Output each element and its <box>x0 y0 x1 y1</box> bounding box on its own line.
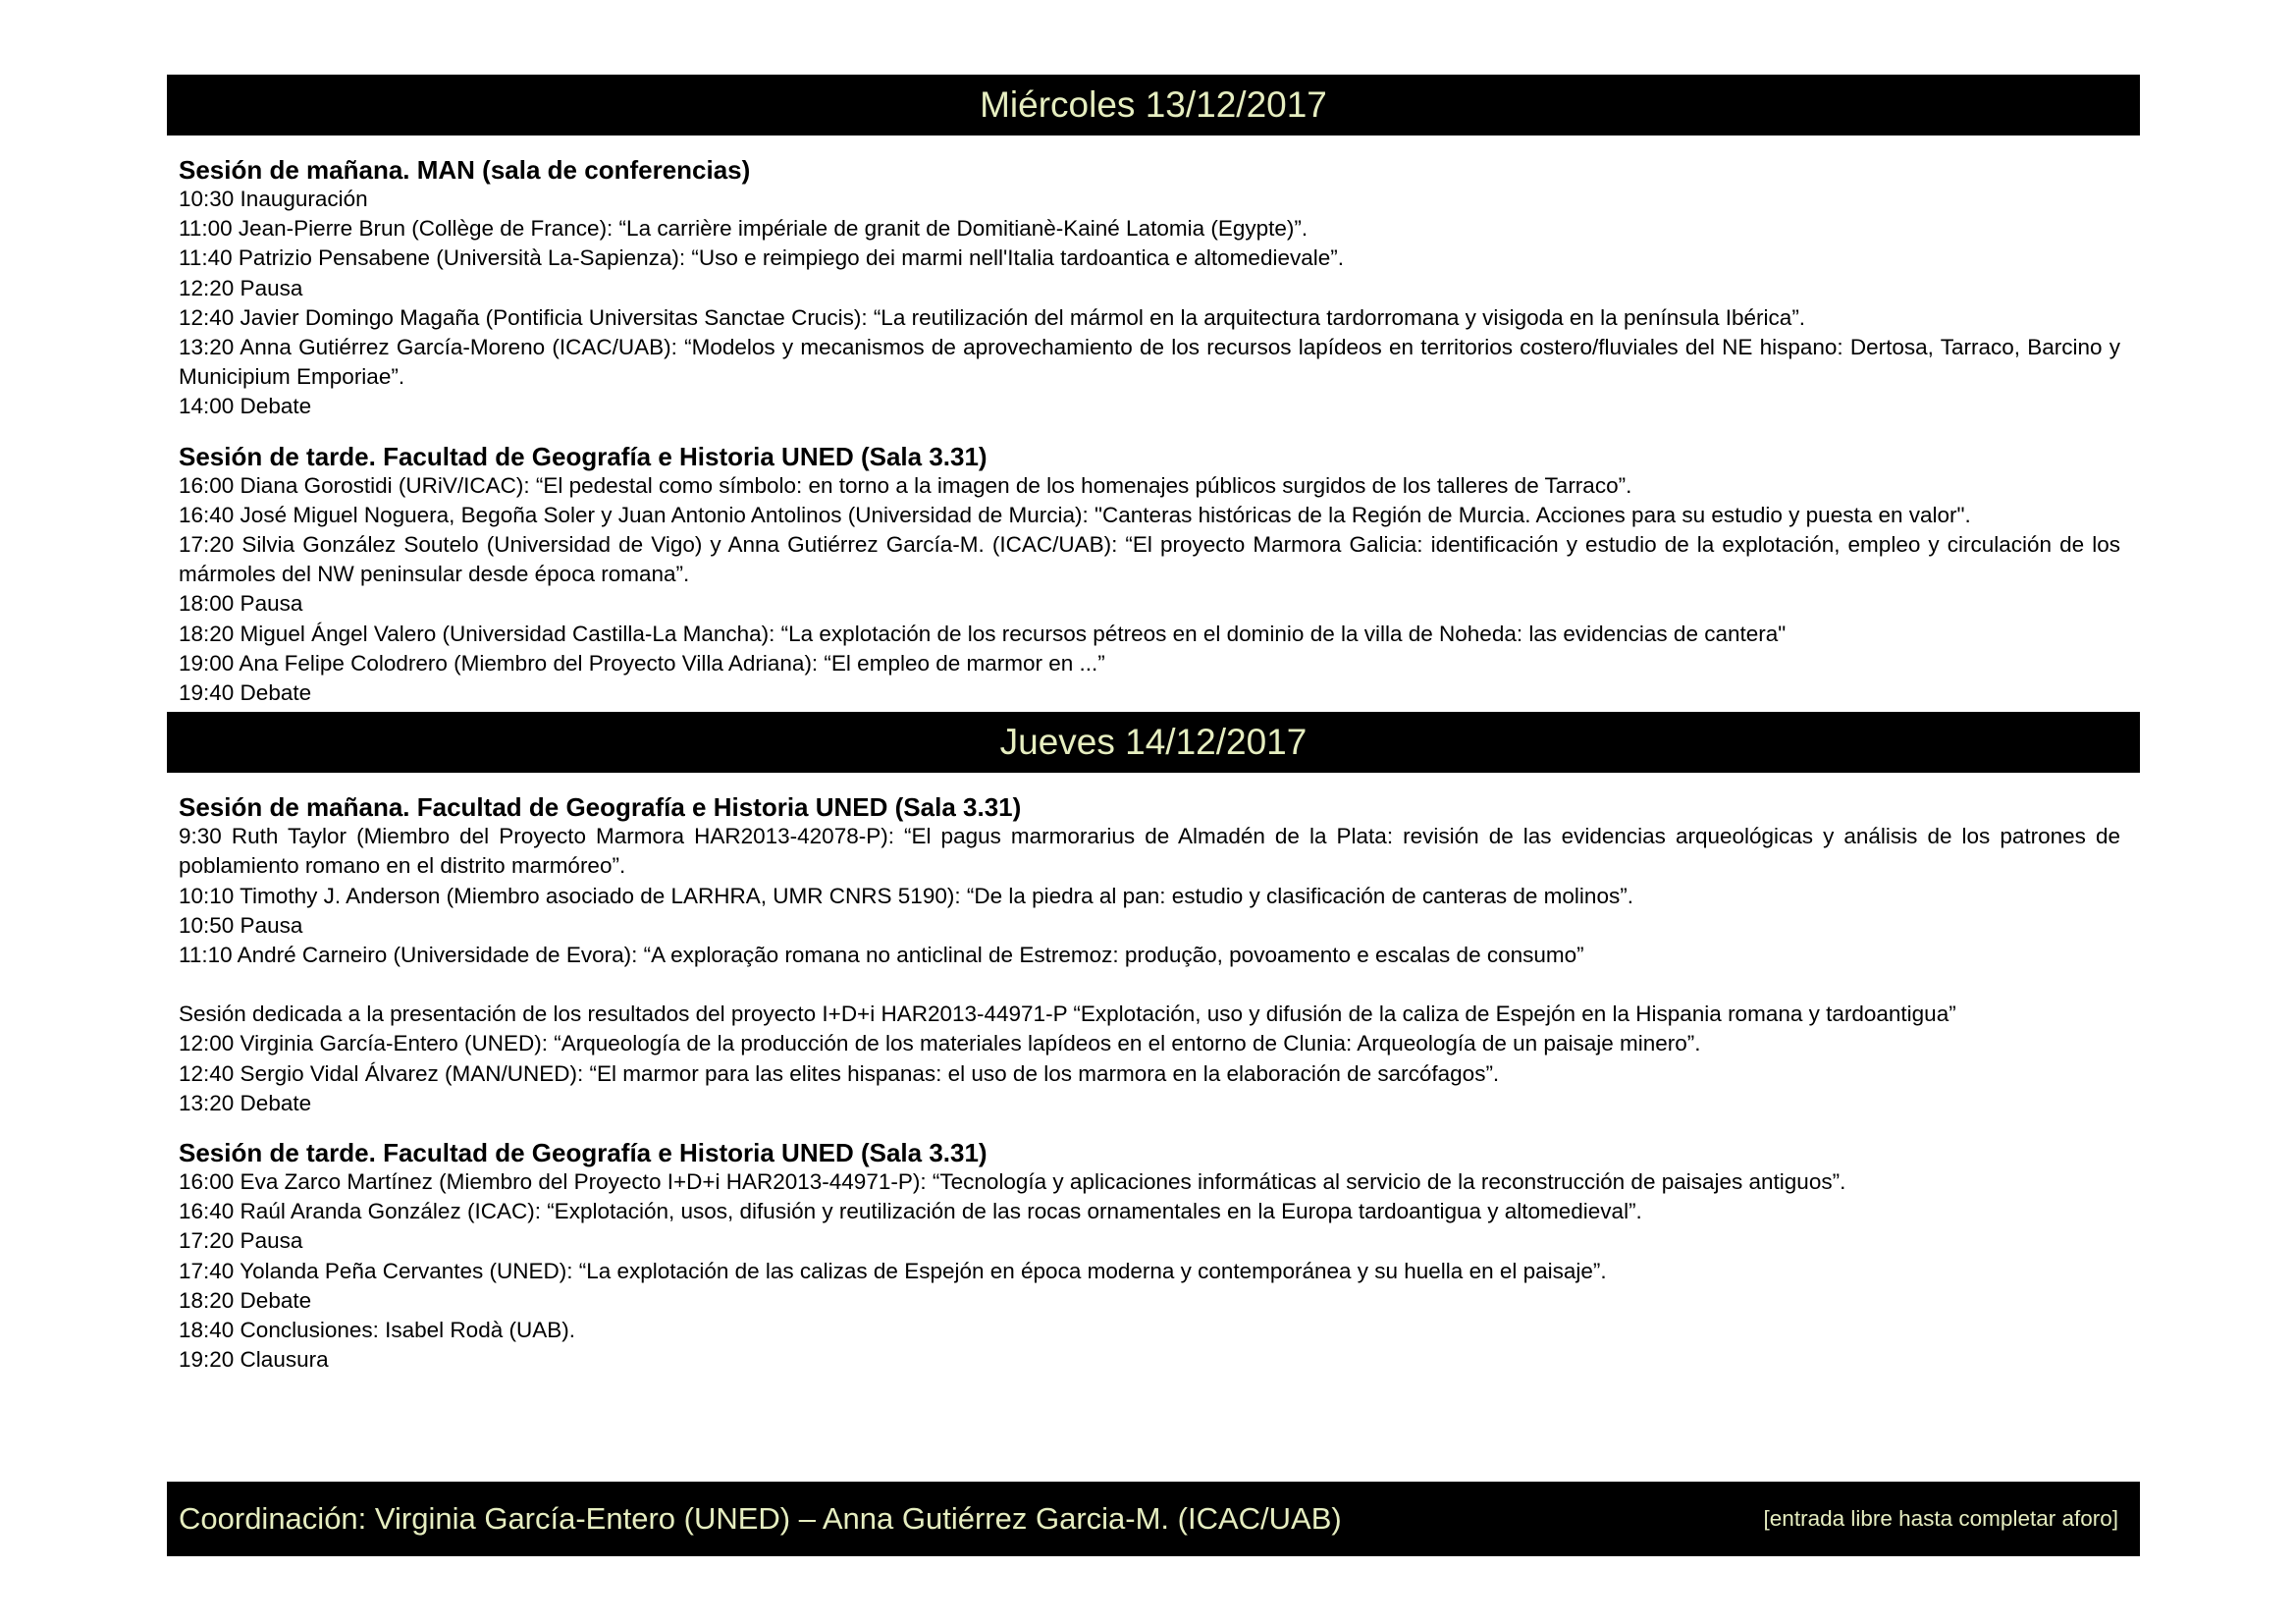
program-item: 10:50 Pausa <box>179 912 303 938</box>
day-header: Miércoles 13/12/2017 <box>167 75 2140 135</box>
program-item: 13:20 Debate <box>179 1090 312 1115</box>
session-title: Sesión de mañana. MAN (sala de conferencias) <box>179 155 751 185</box>
session-title: Sesión de mañana. Facultad de Geografía e Historia UNED (Sala 3.31) <box>179 792 1022 823</box>
program-item: 17:20 Pausa <box>179 1228 303 1254</box>
program-item: 19:00 Ana Felipe Colodrero (Miembro del Proyecto Villa Adriana): “El empleo de marmor en ...” <box>179 650 1105 676</box>
program-item: 12:40 Sergio Vidal Álvarez (MAN/UNED): “El marmor para las elites hispanas: el uso de los marmora en la elaboración de sarcófagos”. <box>179 1060 1500 1086</box>
session-block <box>179 155 2120 422</box>
session-block <box>179 442 2120 709</box>
program-item: 14:00 Debate <box>179 394 312 419</box>
program-item: 16:00 Diana Gorostidi (URiV/ICAC): “El pedestal como símbolo: en torno a la imagen de los homenajes públicos surgidos de los talleres de Tarraco”. <box>179 472 1632 498</box>
program-item: 11:10 André Carneiro (Universidade de Evora): “A exploração romana no anticlinal de Estremoz: produção, povoamento e escalas de consumo” <box>179 943 1584 968</box>
program-item: 18:40 Conclusiones: Isabel Rodà (UAB). <box>179 1318 575 1343</box>
program-item: 18:00 Pausa <box>179 591 303 617</box>
session-title: Sesión de tarde. Facultad de Geografía e Historia UNED (Sala 3.31) <box>179 1138 988 1168</box>
program-item: 19:20 Clausura <box>179 1347 329 1373</box>
program-item: 10:30 Inauguración <box>179 187 368 211</box>
program-item: 12:20 Pausa <box>179 275 303 300</box>
coordination-text: Coordinación: Virginia García-Entero (UNED) – Anna Gutiérrez Garcia-M. (ICAC/UAB) <box>179 1501 1342 1536</box>
program-item: 13:20 Anna Gutiérrez García-Moreno (ICAC/UAB): “Modelos y mecanismos de aprovechamiento de los recursos lapídeos en territorios costero/fluviales del NE hispano: Dertosa, Tarraco, Barcino y Municipium Emporiae”. <box>179 335 2120 390</box>
program-page <box>167 75 2140 1376</box>
day-header: Jueves 14/12/2017 <box>167 712 2140 773</box>
program-item: 16:40 Raúl Aranda González (ICAC): “Explotación, usos, difusión y reutilización de las rocas ornamentales en la Europa tardoantigua y altomedieval”. <box>179 1199 1642 1224</box>
session-block <box>179 1138 2120 1375</box>
spacer-line <box>179 970 2120 1000</box>
program-item: 10:10 Timothy J. Anderson (Miembro asociado de LARHRA, UMR CNRS 5190): “De la piedra al pan: estudio y clasificación de canteras de molinos”. <box>179 883 1633 908</box>
program-item: 18:20 Debate <box>179 1287 312 1313</box>
program-item: 12:00 Virginia García-Entero (UNED): “Arqueología de la producción de los materiales lapídeos en el entorno de Clunia: Arqueología de un paisaje minero”. <box>179 1031 1701 1056</box>
program-item: 17:20 Silvia González Soutelo (Universidad de Vigo) y Anna Gutiérrez García-M. (ICAC/UAB): “El proyecto Marmora Galicia: identificación y estudio de la explotación, empleo y circulación de los mármoles del NW peninsular desde época romana”. <box>179 532 2120 587</box>
program-item: 16:40 José Miguel Noguera, Begoña Soler y Juan Antonio Antolinos (Universidad de Murcia): "Canteras históricas de la Región de Murcia. Acciones para su estudio y puesta en valor". <box>179 502 1971 527</box>
program-item: 18:20 Miguel Ángel Valero (Universidad Castilla-La Mancha): “La explotación de los recursos pétreos en el dominio de la villa de Noheda: las evidencias de cantera" <box>179 621 1787 646</box>
day-content <box>167 792 2140 1375</box>
footer-bar <box>167 1482 2140 1556</box>
program-item: 11:40 Patrizio Pensabene (Università La-Sapienza): “Uso e reimpiego dei marmi nell'Italia tardoantica e altomedievale”. <box>179 245 1344 271</box>
program-item: 19:40 Debate <box>179 680 312 706</box>
program-item: 11:00 Jean-Pierre Brun (Collège de France): “La carrière impériale de granit de Domitianè-Kainé Latomia (Egypte)”. <box>179 216 1308 242</box>
program-item: 12:40 Javier Domingo Magaña (Pontificia Universitas Sanctae Crucis): “La reutilización del mármol en la arquitectura tardorromana y visigoda en la península Ibérica”. <box>179 304 1806 330</box>
session-title: Sesión de tarde. Facultad de Geografía e Historia UNED (Sala 3.31) <box>179 441 988 471</box>
program-item: 16:00 Eva Zarco Martínez (Miembro del Proyecto I+D+i HAR2013-44971-P): “Tecnología y aplicaciones informáticas al servicio de la reconstrucción de paisajes antiguos”. <box>179 1169 1846 1195</box>
program-item: 9:30 Ruth Taylor (Miembro del Proyecto Marmora HAR2013-42078-P): “El pagus marmorarius de Almadén de la Plata: revisión de las evidencias arqueológicas y análisis de los patrones de poblamiento romano en el distrito marmóreo”. <box>179 824 2120 879</box>
day-content <box>167 155 2140 708</box>
admission-note: [entrada libre hasta completar aforo] <box>1763 1506 2118 1531</box>
session-block <box>179 792 2120 1118</box>
project-note: Sesión dedicada a la presentación de los resultados del proyecto I+D+i HAR2013-44971-P “Explotación, uso y difusión de la caliza de Espejón en la Hispania romana y tardoantigua” <box>179 1001 1956 1027</box>
program-item: 17:40 Yolanda Peña Cervantes (UNED): “La explotación de las calizas de Espejón en época moderna y contemporánea y su huella en el paisaje”. <box>179 1258 1607 1283</box>
